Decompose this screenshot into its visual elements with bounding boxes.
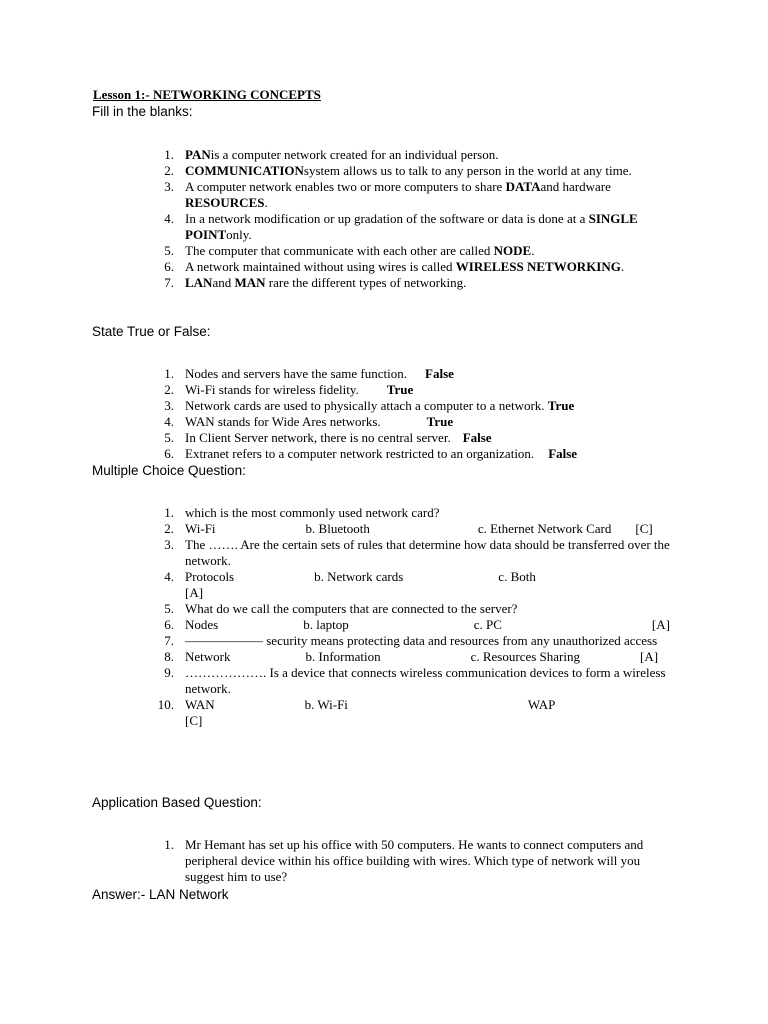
item-text: [C] [635,521,653,536]
item-text: Mr Hemant has set up his office with 50 computers. He wants to connect computers and peripheral device within his office building with wires. Which type of network will you suggest him to use? [185,837,644,884]
item-number: 6 . [150,446,174,462]
answer-keyword: LAN [185,275,213,290]
true-false-list [150,366,680,462]
item-text: Wi-Fi [185,521,216,536]
item-number: 2 . [150,163,174,179]
item-text: and [212,275,235,290]
item-text: A computer network enables two or more computers to share [185,179,506,194]
item-text: A network maintained without using wires is called [185,259,456,274]
item-number: 3 . [150,398,174,414]
list-item [150,382,680,398]
list-item [150,211,680,243]
lesson-title: Lesson 1:- NETWORKING CONCEPTS [93,87,321,102]
item-text: c. Both [498,569,536,584]
item-text: Nodes and servers have the same function. [185,366,408,381]
item-number: 7 . [150,275,174,291]
list-item [150,837,680,885]
list-item [150,521,680,537]
mcq-heading: Multiple Choice Question: [92,463,246,478]
answer-keyword: MAN [234,275,266,290]
item-text: [A] [639,649,659,664]
list-item [150,366,680,382]
item-text: . [264,195,268,210]
item-number: 3 . [150,179,174,195]
item-number: 1 . [150,837,174,853]
item-text: In Client Server network, there is no central server. [185,430,451,445]
list-item [150,537,680,569]
fill-blanks-heading: Fill in the blanks: [92,104,193,119]
list-item [150,147,680,163]
answer-text: Answer:- LAN Network [92,887,229,902]
answer-keyword: NODE [493,243,532,258]
item-text: Extranet refers to a computer network restricted to an organization. [185,446,535,461]
item-number: 1 . [150,505,174,521]
list-item [150,179,680,211]
fill-blanks-list [150,147,680,291]
item-number: 2 . [150,382,174,398]
item-text: is a computer network created for an individual person. [210,147,499,162]
list-item [150,697,680,729]
list-item [150,414,680,430]
answer-keyword: COMMUNICATION [185,163,304,178]
item-text: b. Wi-Fi [304,697,348,712]
item-text: c. Ethernet Network Card [477,521,612,536]
answer-keyword: False [462,430,492,445]
item-text: In a network modification or up gradation of the software or data is done at a [185,211,589,226]
item-text: Network [185,649,231,664]
item-text: system allows us to talk to any person in the world at any time. [303,163,632,178]
item-text: . [620,259,625,274]
item-number: 7 . [150,633,174,649]
item-number: 4 . [150,414,174,430]
answer-keyword: RESOURCES [185,195,265,210]
list-item [150,633,680,649]
item-number: 2 . [150,521,174,537]
item-number: 5 . [150,430,174,446]
item-number: 4 . [150,211,174,227]
item-text: The computer that communicate with each other are called [185,243,494,258]
answer-keyword: True [426,414,454,429]
item-number: 1 . [150,366,174,382]
item-text: [A] [651,617,670,632]
item-text: WAN [185,697,215,712]
item-text: [C] [185,713,203,728]
item-text: Protocols [185,569,235,584]
answer-keyword: False [425,366,454,381]
list-item [150,259,680,275]
item-number: 10 . [150,697,174,713]
answer-keyword: PAN [185,147,211,162]
item-text: The ……. Are the certain sets of rules that determine how data should be transferred over the network. [185,537,670,568]
list-item [150,243,680,259]
application-heading: Application Based Question: [92,795,262,810]
item-text: Wi-Fi stands for wireless fidelity. [185,382,359,397]
answer-keyword: SINGLE POINT [185,211,638,242]
item-number: 8 . [150,649,174,665]
list-item [150,649,680,665]
item-number: 5 . [150,601,174,617]
application-list [150,837,680,885]
list-item [150,446,680,462]
item-text: b. laptop [303,617,349,632]
item-number: 1 . [150,147,174,163]
item-number: 3 . [150,537,174,553]
item-number: 5 . [150,243,174,259]
list-item [150,275,680,291]
item-text: which is the most commonly used network card? [185,505,440,520]
list-item [150,665,680,697]
item-text: Nodes [185,617,219,632]
item-text: Network cards are used to physically attach a computer to a network. [185,398,548,413]
list-item [150,569,680,601]
item-text: c. PC [473,617,502,632]
item-text: c. Resources Sharing [470,649,580,664]
item-text: only. [226,227,252,242]
item-text: b. Bluetooth [305,521,370,536]
list-item [150,430,680,446]
answer-keyword: WIRELESS NETWORKING [455,259,621,274]
item-text: rare the different types of networking. [265,275,467,290]
answer-keyword: False [548,446,578,461]
list-item [150,163,680,179]
list-item [150,505,680,521]
list-item [150,617,680,633]
true-false-heading: State True or False: [92,324,211,339]
item-text: WAN stands for Wide Ares networks. [185,414,381,429]
item-text: b. Network cards [314,569,404,584]
mcq-list [150,505,680,729]
answer-keyword: DATA [505,179,541,194]
item-number: 6 . [150,259,174,275]
list-item [150,601,680,617]
item-text: What do we call the computers that are connected to the server? [185,601,518,616]
item-text: and hardware [540,179,611,194]
answer-keyword: True [386,382,414,397]
item-number: 4 . [150,569,174,585]
answer-keyword: True [547,398,575,413]
item-number: 6 . [150,617,174,633]
item-text: WAP [527,697,556,712]
item-text: b. Information [305,649,381,664]
item-text: . [531,243,535,258]
list-item [150,398,680,414]
item-text: ………………. Is a device that connects wireless communication devices to form a wireless network. [185,665,666,696]
item-text: [A] [185,585,204,600]
item-text: ―――――― security means protecting data and resources from any unauthorized access [185,633,658,648]
item-number: 9 . [150,665,174,681]
